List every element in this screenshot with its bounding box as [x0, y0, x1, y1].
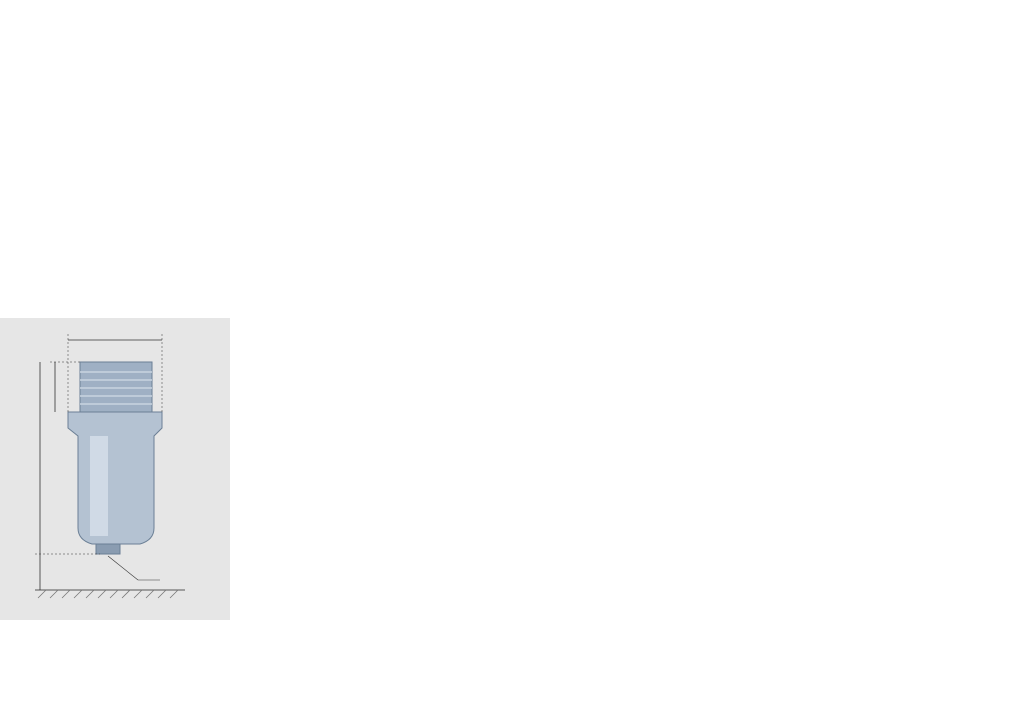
- filter-housing-diagram: [0, 318, 230, 620]
